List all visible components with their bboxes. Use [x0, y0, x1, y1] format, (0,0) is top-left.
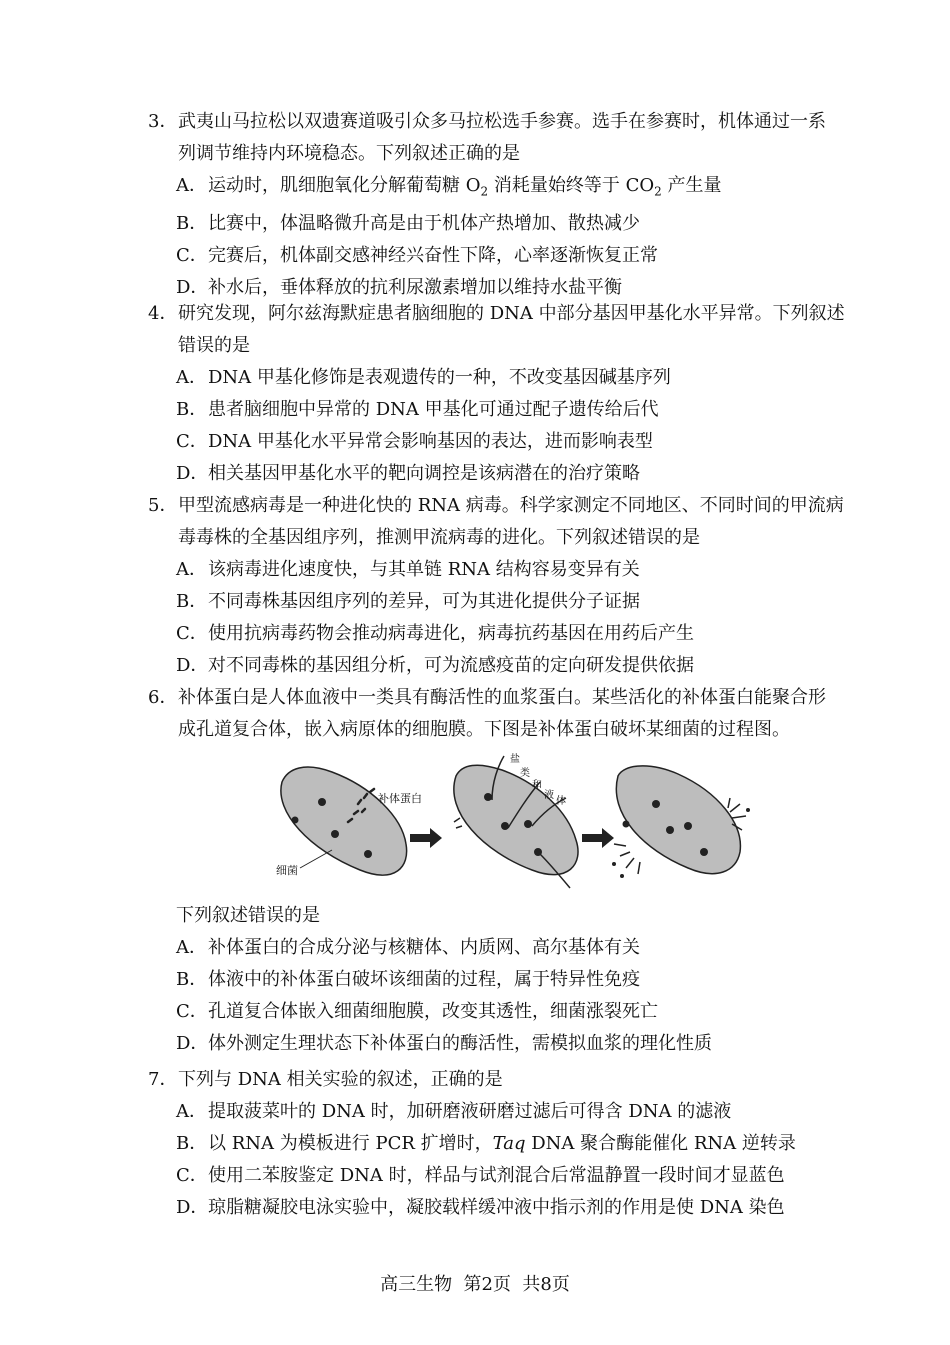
bacterium-2	[454, 765, 578, 874]
question-stem: 甲型流感病毒是一种进化快的 RNA 病毒。科学家测定不同地区、不同时间的甲流病	[178, 495, 844, 516]
bacterium-dot	[684, 822, 692, 830]
bacterium-dot	[652, 800, 660, 808]
bacterium-dot	[700, 848, 708, 856]
label-bacteria-leader	[300, 850, 332, 868]
option-b: B．患者脑细胞中异常的 DNA 甲基化可通过配子遗传给后代	[176, 399, 659, 420]
option-a: A．提取菠菜叶的 DNA 时，加研磨液研磨过滤后可得含 DNA 的滤液	[176, 1101, 732, 1122]
bacterium-dot	[331, 830, 339, 838]
bacterium-dot	[524, 820, 532, 828]
option-c: C．孔道复合体嵌入细菌细胞膜，改变其透性，细菌涨裂死亡	[176, 1001, 658, 1022]
question-number: 7．	[148, 1069, 178, 1090]
bacterium-dot	[666, 826, 674, 834]
option-c: C．使用抗病毒药物会推动病毒进化，病毒抗药基因在用药后产生	[176, 623, 694, 644]
bacterium-dot	[318, 798, 326, 806]
page-footer: 高三生物 第2页 共8页	[380, 1274, 570, 1295]
burst-debris	[746, 808, 750, 812]
bacterium-1	[281, 767, 407, 875]
option-d: D．补水后，垂体释放的抗利尿激素增加以维持水盐平衡	[176, 276, 622, 298]
option-c: C．DNA 甲基化水平异常会影响基因的表达，进而影响表型	[176, 431, 653, 452]
process-arrow	[582, 828, 614, 848]
question-stem: 下列叙述错误的是	[176, 905, 320, 926]
bacterium-dot	[501, 822, 509, 830]
complement-bacteria-figure	[270, 752, 770, 902]
question-stem: 研究发现，阿尔兹海默症患者脑细胞的 DNA 中部分基因甲基化水平异常。下列叙述	[178, 303, 845, 324]
label-salt: 体	[556, 796, 566, 807]
bacterium-dot	[623, 821, 630, 828]
option-d: D．相关基因甲基化水平的靶向调控是该病潜在的治疗策略	[176, 463, 640, 484]
question-3	[148, 106, 878, 304]
question-7	[148, 1064, 878, 1224]
option-b: B．体液中的补体蛋白破坏该细菌的过程，属于特异性免疫	[176, 969, 640, 990]
option-a: A．DNA 甲基化修饰是表观遗传的一种，不改变基因碱基序列	[176, 367, 671, 388]
pore-marker	[454, 818, 462, 828]
question-5	[148, 490, 878, 682]
option-b: B．不同毒株基因组序列的差异，可为其进化提供分子证据	[176, 591, 640, 612]
label-salt: 类	[520, 768, 530, 779]
option-c: C．使用二苯胺鉴定 DNA 时，样品与试剂混合后常温静置一段时间才显蓝色	[176, 1165, 785, 1186]
question-stem: 列调节维持内环境稳态。下列叙述正确的是	[178, 143, 520, 164]
question-stem: 下列与 DNA 相关实验的叙述，正确的是	[178, 1069, 503, 1090]
label-salt: 盐	[510, 754, 520, 765]
question-6-options	[148, 900, 878, 1060]
question-number: 4．	[148, 303, 178, 324]
option-a: A．运动时，肌细胞氧化分解葡萄糖 $O_2$ 消耗量始终等于 $CO_2$ 产生量	[176, 175, 722, 199]
question-number: 5．	[148, 495, 178, 516]
question-4	[148, 298, 878, 490]
bacterium-3	[616, 766, 740, 874]
label-bacteria: 细菌	[276, 864, 298, 877]
question-stem: 武夷山马拉松以双遗赛道吸引众多马拉松选手参赛。选手在参赛时，机体通过一系	[178, 111, 826, 132]
option-b: B．比赛中，体温略微升高是由于机体产热增加、散热减少	[176, 212, 640, 234]
option-c: C．完赛后，机体副交感神经兴奋性下降，心率逐渐恢复正常	[176, 244, 658, 266]
label-salt: 液	[544, 790, 554, 801]
bacterium-dot	[484, 793, 492, 801]
option-d: D．体外测定生理状态下补体蛋白的酶活性，需模拟血浆的理化性质	[176, 1033, 712, 1054]
question-stem: 错误的是	[178, 335, 250, 356]
burst-mark	[614, 844, 640, 874]
option-a: A．该病毒进化速度快，与其单链 RNA 结构容易变异有关	[176, 559, 640, 580]
burst-debris	[620, 874, 624, 878]
option-a: A．补体蛋白的合成分泌与核糖体、内质网、高尔基体有关	[176, 937, 640, 958]
process-arrow	[410, 828, 442, 848]
label-complement: 补体蛋白	[378, 792, 422, 805]
question-number: 6．	[148, 687, 178, 708]
burst-debris	[612, 862, 616, 866]
question-6	[148, 682, 878, 746]
question-stem: 毒毒株的全基因组序列，推测甲流病毒的进化。下列叙述错误的是	[178, 527, 700, 548]
bacterium-dot	[292, 817, 299, 824]
option-d: D．琼脂糖凝胶电泳实验中，凝胶载样缓冲液中指示剂的作用是使 DNA 染色	[176, 1197, 785, 1218]
question-number: 3．	[148, 111, 178, 132]
option-b: B．以 RNA 为模板进行 PCR 扩增时，Taq DNA 聚合酶能催化 RNA 逆转录	[176, 1133, 796, 1154]
question-stem: 成孔道复合体，嵌入病原体的细胞膜。下图是补体蛋白破坏某细菌的过程图。	[178, 719, 790, 740]
option-d: D．对不同毒株的基因组分析，可为流感疫苗的定向研发提供依据	[176, 655, 694, 676]
bacterium-dot	[364, 850, 372, 858]
question-stem: 补体蛋白是人体血液中一类具有酶活性的血浆蛋白。某些活化的补体蛋白能聚合形	[178, 687, 826, 708]
label-salt: 和	[532, 780, 542, 791]
